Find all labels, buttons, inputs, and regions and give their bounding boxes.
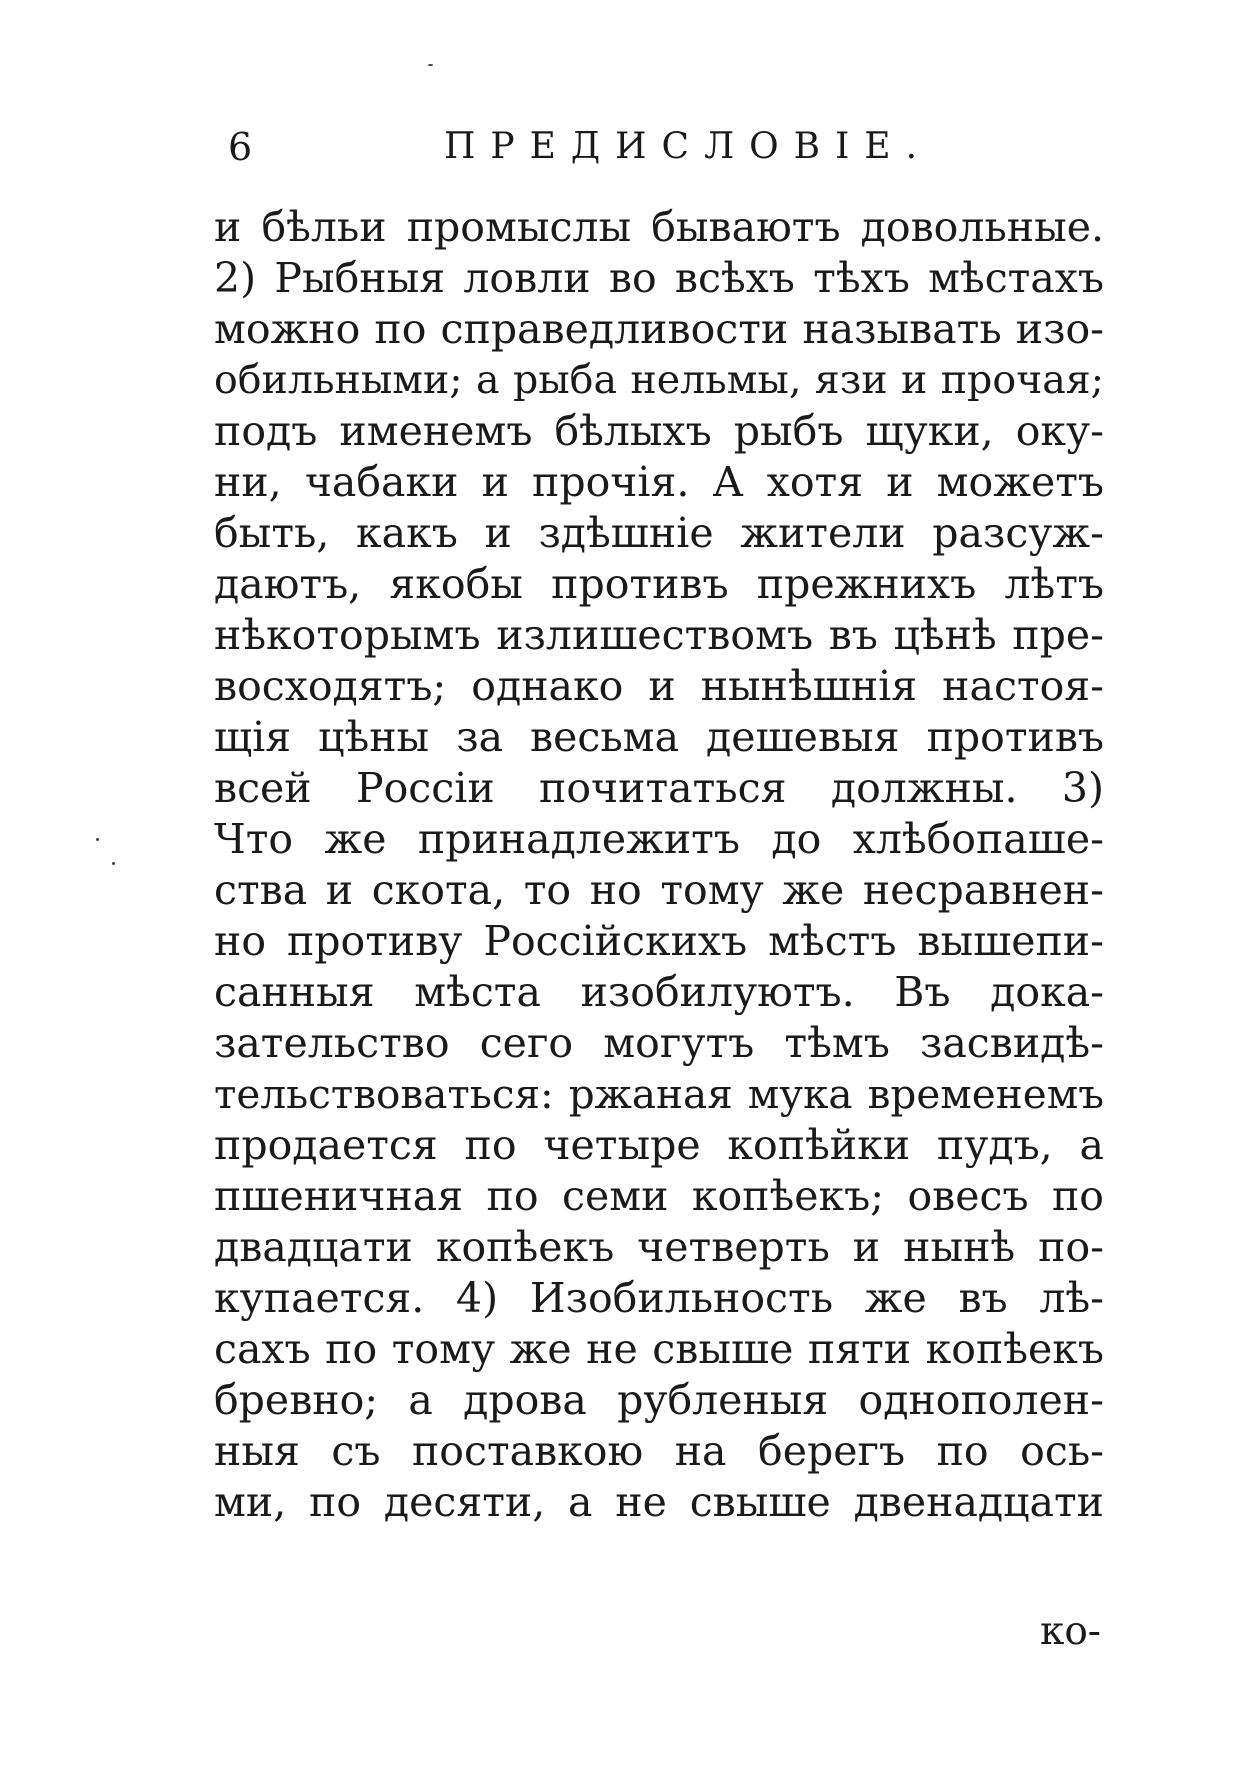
- text-line: но противу Россійскихъ мѣстъ вышепи-: [214, 917, 1104, 965]
- page-number: 6: [228, 125, 253, 169]
- text-line: можно по справедливости называть изо-: [214, 305, 1104, 353]
- text-line: тельствоваться: ржаная мука временемъ: [214, 1070, 1104, 1118]
- text-line: сахъ по тому же не свыше пяти копѣекъ: [214, 1325, 1104, 1373]
- text-line: 2) Рыбныя ловли во всѣхъ тѣхъ мѣстахъ: [214, 254, 1104, 302]
- text-line: бревно; а дрова рубленыя однополен-: [214, 1376, 1104, 1424]
- text-line: двадцати копѣекъ четверть и нынѣ по-: [214, 1223, 1104, 1271]
- print-speck: [428, 64, 433, 66]
- text-line: восходятъ; однако и нынѣшнія настоя-: [214, 662, 1104, 710]
- text-line: продается по четыре копѣйки пудъ, а: [214, 1121, 1104, 1169]
- page-header: [228, 118, 1098, 178]
- text-line: нѣкоторымъ излишествомъ въ цѣнѣ пре-: [214, 611, 1104, 659]
- text-line: пшеничная по семи копѣекъ; овесъ по: [214, 1172, 1104, 1220]
- text-line: обильными; а рыба нельмы, язи и прочая;: [214, 357, 1104, 403]
- text-line: купается. 4) Изобильность же въ лѣ-: [214, 1274, 1104, 1322]
- text-line: щія цѣны за весьма дешевыя противъ: [214, 713, 1104, 761]
- text-line: быть, какъ и здѣшніе жители разсуж-: [214, 509, 1104, 557]
- text-line: Что же принадлежитъ до хлѣбопаше-: [214, 815, 1104, 863]
- catchword: ко-: [1039, 1609, 1101, 1654]
- text-line: ми, по десяти, а не свыше двенадцати: [214, 1478, 1104, 1526]
- print-speck: [96, 838, 99, 841]
- text-line: и бѣльи промыслы бываютъ довольные.: [214, 203, 1104, 251]
- text-line: даютъ, якобы противъ прежнихъ лѣтъ: [214, 560, 1104, 608]
- print-speck: [112, 862, 115, 865]
- body-text: [214, 202, 1104, 1528]
- running-title: ПРЕДИСЛОВІЕ.: [443, 126, 933, 167]
- text-line: ни, чабаки и прочія. А хотя и можетъ: [214, 458, 1104, 506]
- text-line: всей Россіи почитаться должны. 3): [214, 764, 1104, 812]
- text-line: ныя съ поставкою на берегъ по ось-: [214, 1427, 1104, 1475]
- text-line: санныя мѣста изобилуютъ. Въ дока-: [214, 968, 1104, 1016]
- text-line: подъ именемъ бѣлыхъ рыбъ щуки, оку-: [214, 407, 1104, 455]
- text-line: зательство сего могутъ тѣмъ засвидѣ-: [214, 1019, 1104, 1067]
- text-line: ства и скота, то но тому же несравнен-: [214, 866, 1104, 914]
